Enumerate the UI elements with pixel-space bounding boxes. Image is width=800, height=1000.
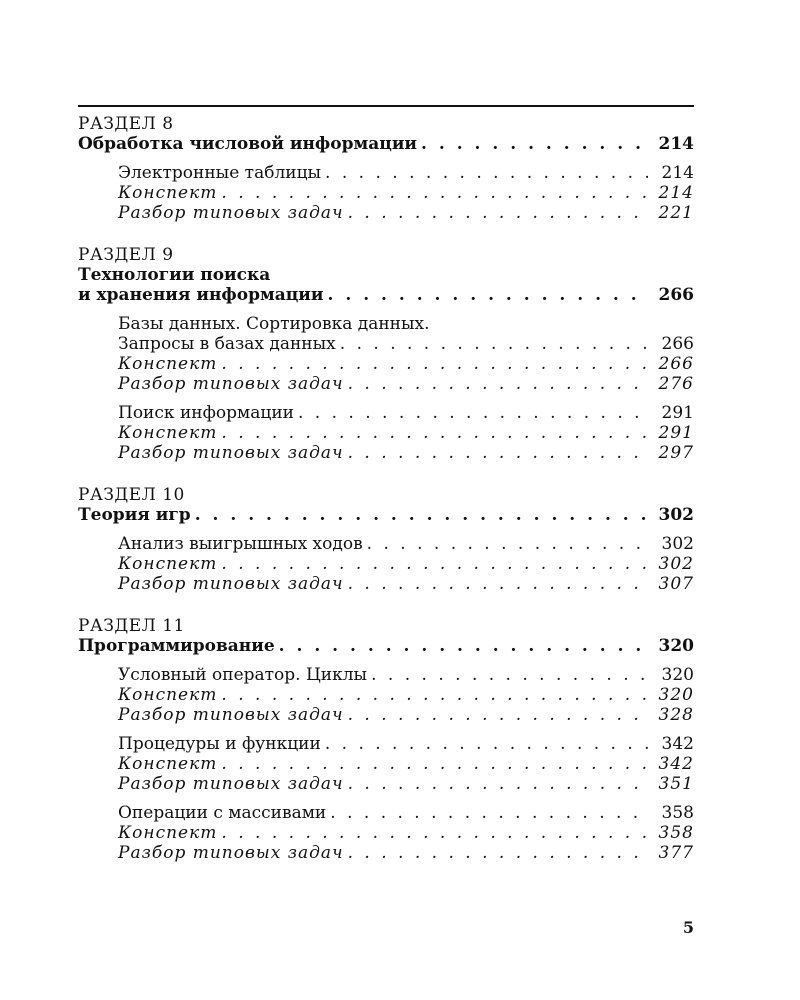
entry-title: Разбор типовых задач (118, 843, 344, 863)
dot-leader (340, 334, 648, 354)
section-label: РАЗДЕЛ 9 (78, 245, 174, 265)
dot-leader (221, 754, 648, 774)
entry-title: Конспект (118, 354, 218, 374)
dot-leader (371, 665, 648, 685)
entry-page: 320 (661, 665, 694, 685)
section-8 (78, 114, 694, 223)
entry-page: 307 (658, 574, 694, 594)
section-title-entry[interactable] (78, 505, 694, 525)
section-10 (78, 485, 694, 594)
entry-title: Программирование (78, 636, 275, 656)
entry-title: Конспект (118, 685, 218, 705)
entry-page: 342 (661, 734, 694, 754)
dot-leader (221, 823, 648, 843)
section-label: РАЗДЕЛ 10 (78, 485, 185, 505)
dot-leader (221, 354, 648, 374)
subsection-entry[interactable] (118, 534, 694, 554)
subsection-entry[interactable] (118, 403, 694, 423)
entry-page: 342 (658, 754, 694, 774)
entry-page: 320 (658, 636, 694, 656)
dot-leader (348, 443, 648, 463)
dot-leader (221, 423, 648, 443)
entry-page: 351 (658, 774, 694, 794)
section-title-entry[interactable] (78, 636, 694, 656)
entry-page: 358 (658, 823, 694, 843)
entry-title: Разбор типовых задач (118, 574, 344, 594)
table-of-contents (78, 114, 694, 885)
entry-title: Поиск информации (118, 403, 294, 423)
entry-title: Разбор типовых задач (118, 374, 344, 394)
section-title-entry[interactable] (78, 134, 694, 154)
subsection-group (78, 803, 694, 863)
entry-title: Разбор типовых задач (118, 774, 344, 794)
subsection-entry[interactable] (118, 734, 694, 754)
dot-leader (330, 803, 648, 823)
entry-title: Разбор типовых задач (118, 203, 344, 223)
tasks-entry[interactable] (118, 574, 694, 594)
entry-page: 221 (658, 203, 694, 223)
dot-leader (325, 163, 648, 183)
section-title-entry[interactable] (78, 285, 694, 305)
entry-title: Конспект (118, 554, 218, 574)
entry-title: Конспект (118, 823, 218, 843)
page-number: 5 (682, 918, 694, 937)
entry-page: 276 (658, 374, 694, 394)
entry-page: 302 (661, 534, 694, 554)
subsection-entry[interactable] (118, 803, 694, 823)
subsection-group (78, 163, 694, 223)
subsection-entry[interactable] (118, 334, 694, 354)
entry-page: 266 (658, 354, 694, 374)
entry-page: 214 (661, 163, 694, 183)
subsection-entry[interactable] (118, 665, 694, 685)
entry-title: Конспект (118, 183, 218, 203)
subsection-group (78, 534, 694, 594)
entry-title: Запросы в базах данных (118, 334, 336, 354)
summary-entry[interactable] (118, 754, 694, 774)
summary-entry[interactable] (118, 554, 694, 574)
entry-page: 291 (661, 403, 694, 423)
dot-leader (298, 403, 648, 423)
dot-leader (328, 285, 648, 305)
entry-page: 328 (658, 705, 694, 725)
summary-entry[interactable] (118, 423, 694, 443)
dot-leader (421, 134, 648, 154)
subsection-group (78, 314, 694, 394)
dot-leader (348, 203, 648, 223)
tasks-entry[interactable] (118, 705, 694, 725)
entry-title: Обработка числовой информации (78, 134, 418, 154)
entry-title: Операции с массивами (118, 803, 327, 823)
summary-entry[interactable] (118, 183, 694, 203)
entry-page: 297 (658, 443, 694, 463)
entry-title: Разбор типовых задач (118, 705, 344, 725)
entry-title: Конспект (118, 423, 218, 443)
dot-leader (348, 574, 648, 594)
subsection-group (78, 403, 694, 463)
section-11 (78, 616, 694, 863)
dot-leader (221, 685, 648, 705)
tasks-entry[interactable] (118, 443, 694, 463)
tasks-entry[interactable] (118, 203, 694, 223)
section-label: РАЗДЕЛ 8 (78, 114, 174, 134)
dot-leader (348, 774, 648, 794)
entry-title: Конспект (118, 754, 218, 774)
entry-page: 291 (658, 423, 694, 443)
entry-title: Разбор типовых задач (118, 443, 344, 463)
entry-title: Условный оператор. Циклы (118, 665, 368, 685)
dot-leader (348, 705, 648, 725)
entry-title: Теория игр (78, 505, 191, 525)
subsection-group (78, 665, 694, 725)
dot-leader (348, 374, 648, 394)
entry-page: 302 (658, 505, 694, 525)
dot-leader (195, 505, 648, 525)
dot-leader (221, 554, 648, 574)
summary-entry[interactable] (118, 685, 694, 705)
section-9 (78, 245, 694, 463)
entry-title: Анализ выигрышных ходов (118, 534, 363, 554)
entry-page: 302 (658, 554, 694, 574)
entry-page: 320 (658, 685, 694, 705)
dot-leader (348, 843, 648, 863)
tasks-entry[interactable] (118, 774, 694, 794)
entry-page: 266 (661, 334, 694, 354)
dot-leader (367, 534, 648, 554)
dot-leader (325, 734, 648, 754)
tasks-entry[interactable] (118, 843, 694, 863)
dot-leader (221, 183, 648, 203)
subsection-group (78, 734, 694, 794)
entry-page: 358 (661, 803, 694, 823)
entry-title: Электронные таблицы (118, 163, 322, 183)
subsection-entry[interactable] (118, 163, 694, 183)
tasks-entry[interactable] (118, 374, 694, 394)
section-label: РАЗДЕЛ 11 (78, 616, 185, 636)
entry-page: 266 (658, 285, 694, 305)
summary-entry[interactable] (118, 354, 694, 374)
header-rule (78, 105, 694, 107)
entry-page: 214 (658, 134, 694, 154)
entry-page: 214 (658, 183, 694, 203)
entry-title: и хранения информации (78, 285, 324, 305)
dot-leader (279, 636, 648, 656)
entry-title: Процедуры и функции (118, 734, 321, 754)
entry-title-line1: Технологии поиска (78, 265, 271, 285)
entry-title-line1: Базы данных. Сортировка данных. (118, 314, 430, 334)
entry-page: 377 (658, 843, 694, 863)
summary-entry[interactable] (118, 823, 694, 843)
